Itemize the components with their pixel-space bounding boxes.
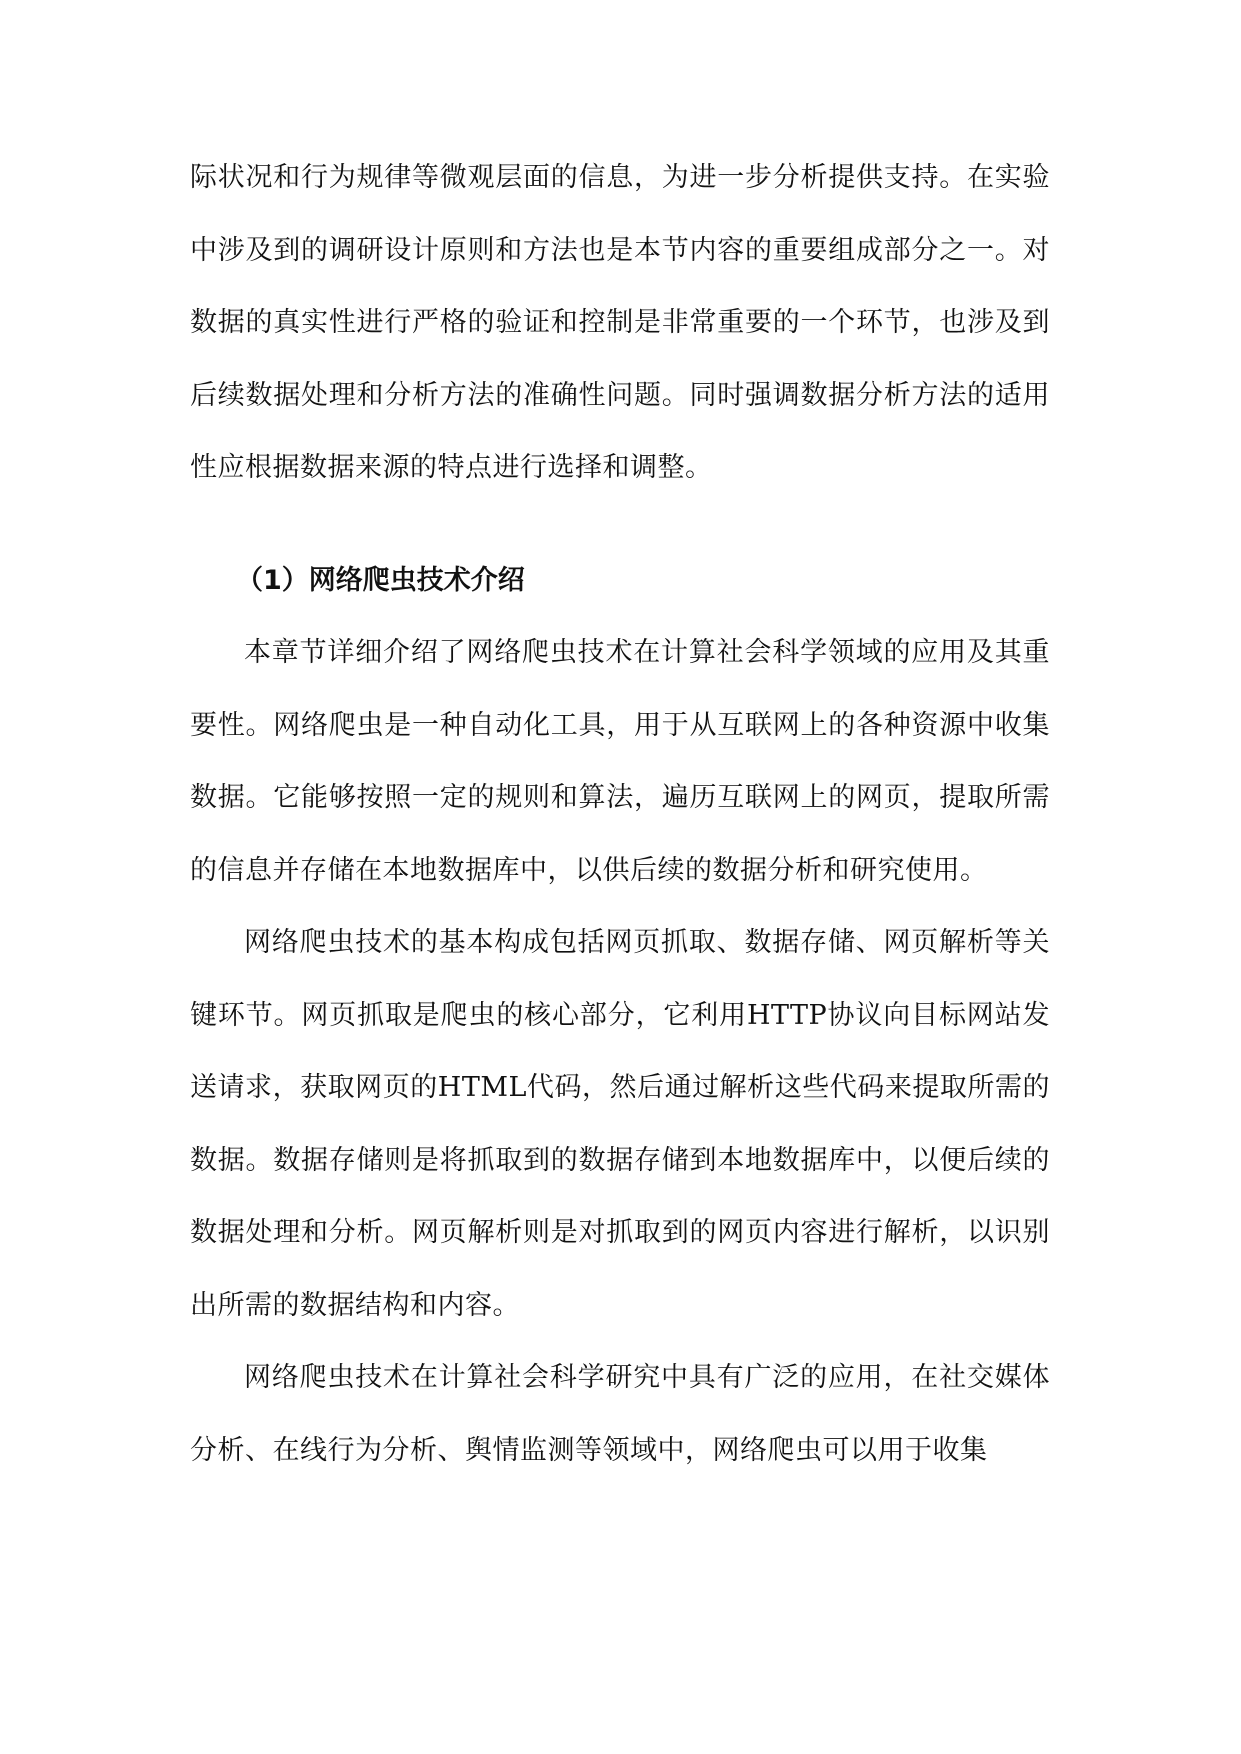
document-body [190,142,1050,1487]
section-heading: （1）网络爬虫技术介绍 [236,564,525,596]
paragraph-crawler-components: 网络爬虫技术的基本构成包括网页抓取、数据存储、网页解析等关键环节。网页抓取是爬虫的核心部分，它利用HTTP协议向目标网站发送请求，获取网页的HTML代码，然后通过解析这些代码来提取所需的数据。数据存储则是将抓取到的数据存储到本地数据库中，以便后续的数据处理和分析。网页解析则是对抓取到的网页内容进行解析，以识别出所需的数据结构和内容。 [190,927,1050,1321]
section-spacer [190,505,1050,545]
intro-paragraph: 际状况和行为规律等微观层面的信息，为进一步分析提供支持。在实验中涉及到的调研设计原则和方法也是本节内容的重要组成部分之一。对数据的真实性进行严格的验证和控制是非常重要的一个环节，也涉及到后续数据处理和分析方法的准确性问题。同时强调数据分析方法的适用性应根据数据来源的特点进行选择和调整。 [190,162,1050,483]
paragraph-crawler-intro: 本章节详细介绍了网络爬虫技术在计算社会科学领域的应用及其重要性。网络爬虫是一种自动化工具，用于从互联网上的各种资源中收集数据。它能够按照一定的规则和算法，遍历互联网上的网页，提取所需的信息并存储在本地数据库中，以供后续的数据分析和研究使用。 [190,637,1050,886]
paragraph-crawler-applications: 网络爬虫技术在计算社会科学研究中具有广泛的应用，在社交媒体分析、在线行为分析、舆情监测等领域中，网络爬虫可以用于收集 [190,1362,1050,1466]
